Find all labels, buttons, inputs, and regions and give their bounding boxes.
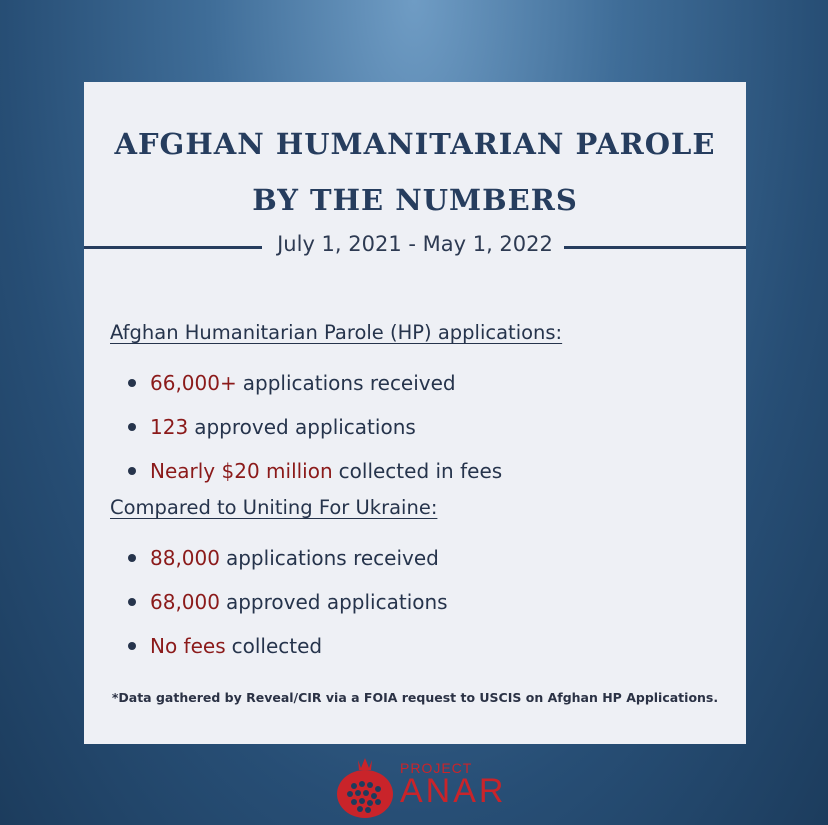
stat-highlight: 66,000+ [150, 371, 237, 395]
stat-text: collected [231, 634, 323, 658]
list-item [110, 449, 726, 493]
logo-line-1: PROJECT [400, 760, 473, 776]
stats-list [110, 318, 726, 668]
title-line-2: BY THE NUMBERS [252, 183, 578, 217]
stat-highlight: No fees [150, 634, 226, 658]
stat-highlight: Nearly $20 million [150, 459, 333, 483]
section-heading-ukraine: Compared to Uniting For Ukraine: [110, 496, 438, 519]
pomegranate-icon [334, 754, 396, 820]
page-title [84, 116, 746, 228]
bullet-icon [128, 598, 136, 606]
footnote: *Data gathered by Reveal/CIR via a FOIA request to USCIS on Afghan HP Applications. [111, 690, 719, 705]
list-item [110, 405, 726, 449]
stat-text: applications received [242, 371, 456, 395]
list-item [110, 580, 726, 624]
stat-highlight: 68,000 [150, 590, 220, 614]
stat-text: applications received [225, 546, 439, 570]
stat-text: collected in fees [338, 459, 503, 483]
bullet-icon [128, 642, 136, 650]
list-item [110, 361, 726, 405]
stat-highlight: 123 [150, 415, 189, 439]
stat-highlight: 88,000 [150, 546, 220, 570]
bullet-icon [128, 554, 136, 562]
list-item [110, 624, 726, 668]
section-heading-afghan: Afghan Humanitarian Parole (HP) applications: [110, 321, 563, 344]
info-card [84, 82, 746, 744]
list-item [110, 536, 726, 580]
bullet-icon [128, 423, 136, 431]
stat-text: approved applications [194, 415, 416, 439]
title-line-1: AFGHAN HUMANITARIAN PAROLE [114, 127, 716, 161]
stat-text: approved applications [225, 590, 448, 614]
project-anar-logo [334, 752, 507, 822]
logo-line-2: ANAR [400, 772, 507, 810]
bullet-icon [128, 467, 136, 475]
date-range: July 1, 2021 - May 1, 2022 [277, 232, 553, 256]
bullet-icon [128, 379, 136, 387]
